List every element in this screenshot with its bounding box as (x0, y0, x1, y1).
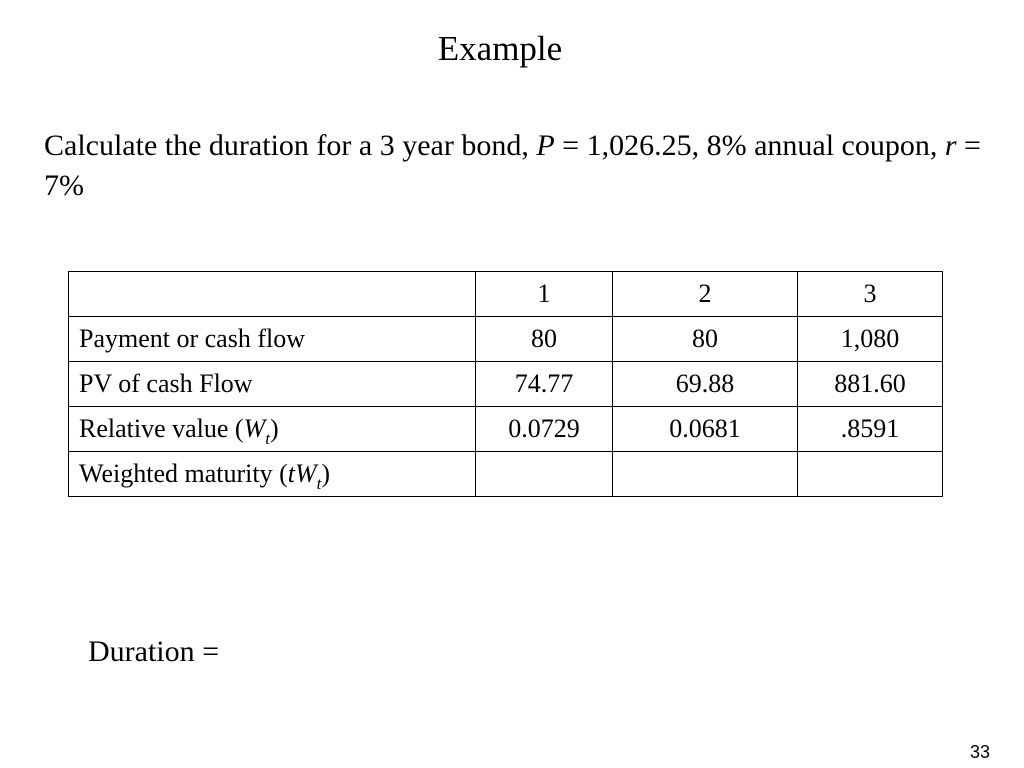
problem-text-part-2: = 1,026.25, 8% annual coupon, (554, 129, 945, 162)
problem-text-part-1: Calculate the duration for a 3 year bond, (44, 129, 537, 162)
table-cell (798, 452, 943, 497)
problem-text-part-3: = 7% (44, 129, 981, 202)
table-cell: .8591 (798, 407, 943, 452)
table-header-row (69, 272, 943, 317)
rate-variable: r (944, 129, 957, 162)
row-label-prefix: Relative value ( (79, 414, 244, 443)
table-cell: 0.0729 (476, 407, 613, 452)
header-cell-year-2: 2 (613, 272, 798, 317)
table-row (69, 362, 943, 407)
table-cell: 881.60 (798, 362, 943, 407)
duration-table (68, 271, 943, 497)
header-cell-empty (69, 272, 476, 317)
table-cell: 80 (613, 317, 798, 362)
header-cell-year-1: 1 (476, 272, 613, 317)
table-cell: 1,080 (798, 317, 943, 362)
page-number: 33 (969, 742, 990, 762)
row-label-relative-value (69, 407, 476, 452)
price-variable: P (536, 129, 555, 162)
row-label-cash-flow: Payment or cash flow (69, 317, 476, 362)
table-row (69, 407, 943, 452)
row-label-suffix: ) (321, 459, 331, 488)
duration-label: Duration = (88, 635, 220, 668)
table-cell: 74.77 (476, 362, 613, 407)
row-label-pv-cash-flow: PV of cash Flow (69, 362, 476, 407)
table-cell (476, 452, 613, 497)
table-cell: 80 (476, 317, 613, 362)
table-row (69, 317, 943, 362)
header-cell-year-3: 3 (798, 272, 943, 317)
table-row (69, 452, 943, 497)
row-label-weighted-maturity (69, 452, 476, 497)
row-label-subscript: t (316, 474, 322, 493)
row-label-prefix: Weighted maturity ( (79, 459, 288, 488)
row-label-suffix: ) (270, 414, 279, 443)
row-label-variable: W (243, 414, 266, 443)
table-cell (613, 452, 798, 497)
table-cell: 0.0681 (613, 407, 798, 452)
problem-statement (44, 126, 984, 206)
table-cell: 69.88 (613, 362, 798, 407)
row-label-subscript: t (265, 429, 271, 448)
slide-title: Example (437, 29, 563, 68)
row-label-variable: tW (287, 459, 317, 488)
